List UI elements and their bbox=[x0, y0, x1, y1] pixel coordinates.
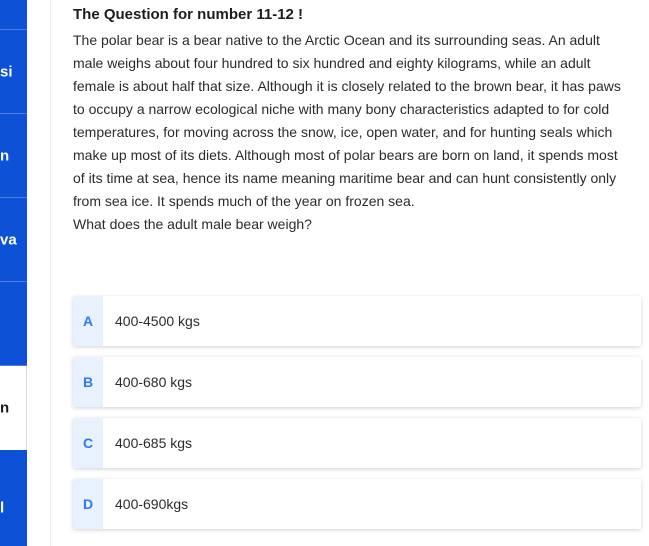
passage-line: male weighs about four hundred to six hundred and eighty kilograms, while an adult bbox=[73, 55, 591, 71]
option-letter: D bbox=[73, 479, 103, 529]
sidebar-item-label: si bbox=[0, 63, 13, 80]
passage-line: female is about half that size. Although it is closely related to the brown bear, it has paws bbox=[73, 78, 621, 94]
sidebar-item-label: va bbox=[0, 231, 17, 248]
answer-options bbox=[73, 296, 641, 540]
option-letter: A bbox=[73, 296, 103, 346]
sidebar-item-label: l bbox=[0, 499, 5, 517]
sidebar-item-label: n bbox=[0, 399, 10, 416]
sidebar-item-7[interactable] bbox=[0, 450, 27, 546]
sidebar bbox=[0, 0, 27, 546]
question-heading: The Question for number 11-12 ! bbox=[73, 6, 304, 23]
sidebar-item-1[interactable] bbox=[0, 0, 27, 30]
passage-line: The polar bear is a bear native to the Arctic Ocean and its surrounding seas. An adult bbox=[73, 32, 600, 48]
answer-option-a[interactable] bbox=[73, 296, 641, 346]
option-text: 400-4500 kgs bbox=[115, 313, 200, 329]
option-letter: B bbox=[73, 357, 103, 407]
passage-line: to occupy a narrow ecological niche with many bony characteristics adapted to for cold bbox=[73, 101, 610, 117]
sidebar-item-2[interactable] bbox=[0, 30, 27, 114]
option-letter: C bbox=[73, 418, 103, 468]
sidebar-item-5[interactable] bbox=[0, 282, 27, 366]
answer-option-c[interactable] bbox=[73, 418, 641, 468]
question-prompt: What does the adult male bear weigh? bbox=[73, 216, 312, 232]
content-divider bbox=[50, 0, 51, 546]
reading-passage bbox=[73, 29, 641, 213]
sidebar-item-6-active[interactable] bbox=[0, 366, 27, 450]
passage-line: of its time at sea, hence its name meaning maritime bear and can hunt consistently only bbox=[73, 170, 617, 186]
passage-line: from sea ice. It spends much of the year on frozen sea. bbox=[73, 193, 415, 209]
option-text: 400-690kgs bbox=[115, 496, 189, 512]
passage-line: make up most of its diets. Although most of polar bears are born on land, it spends most bbox=[73, 147, 618, 163]
sidebar-item-4[interactable] bbox=[0, 198, 27, 282]
answer-option-b[interactable] bbox=[73, 357, 641, 407]
question-panel bbox=[73, 5, 641, 236]
sidebar-item-3[interactable] bbox=[0, 114, 27, 198]
sidebar-item-label: n bbox=[0, 147, 10, 164]
option-text: 400-685 kgs bbox=[115, 435, 193, 451]
option-text: 400-680 kgs bbox=[115, 374, 193, 390]
answer-option-d[interactable] bbox=[73, 479, 641, 529]
passage-line: temperatures, for moving across the snow, ice, open water, and for hunting seals which bbox=[73, 124, 613, 140]
